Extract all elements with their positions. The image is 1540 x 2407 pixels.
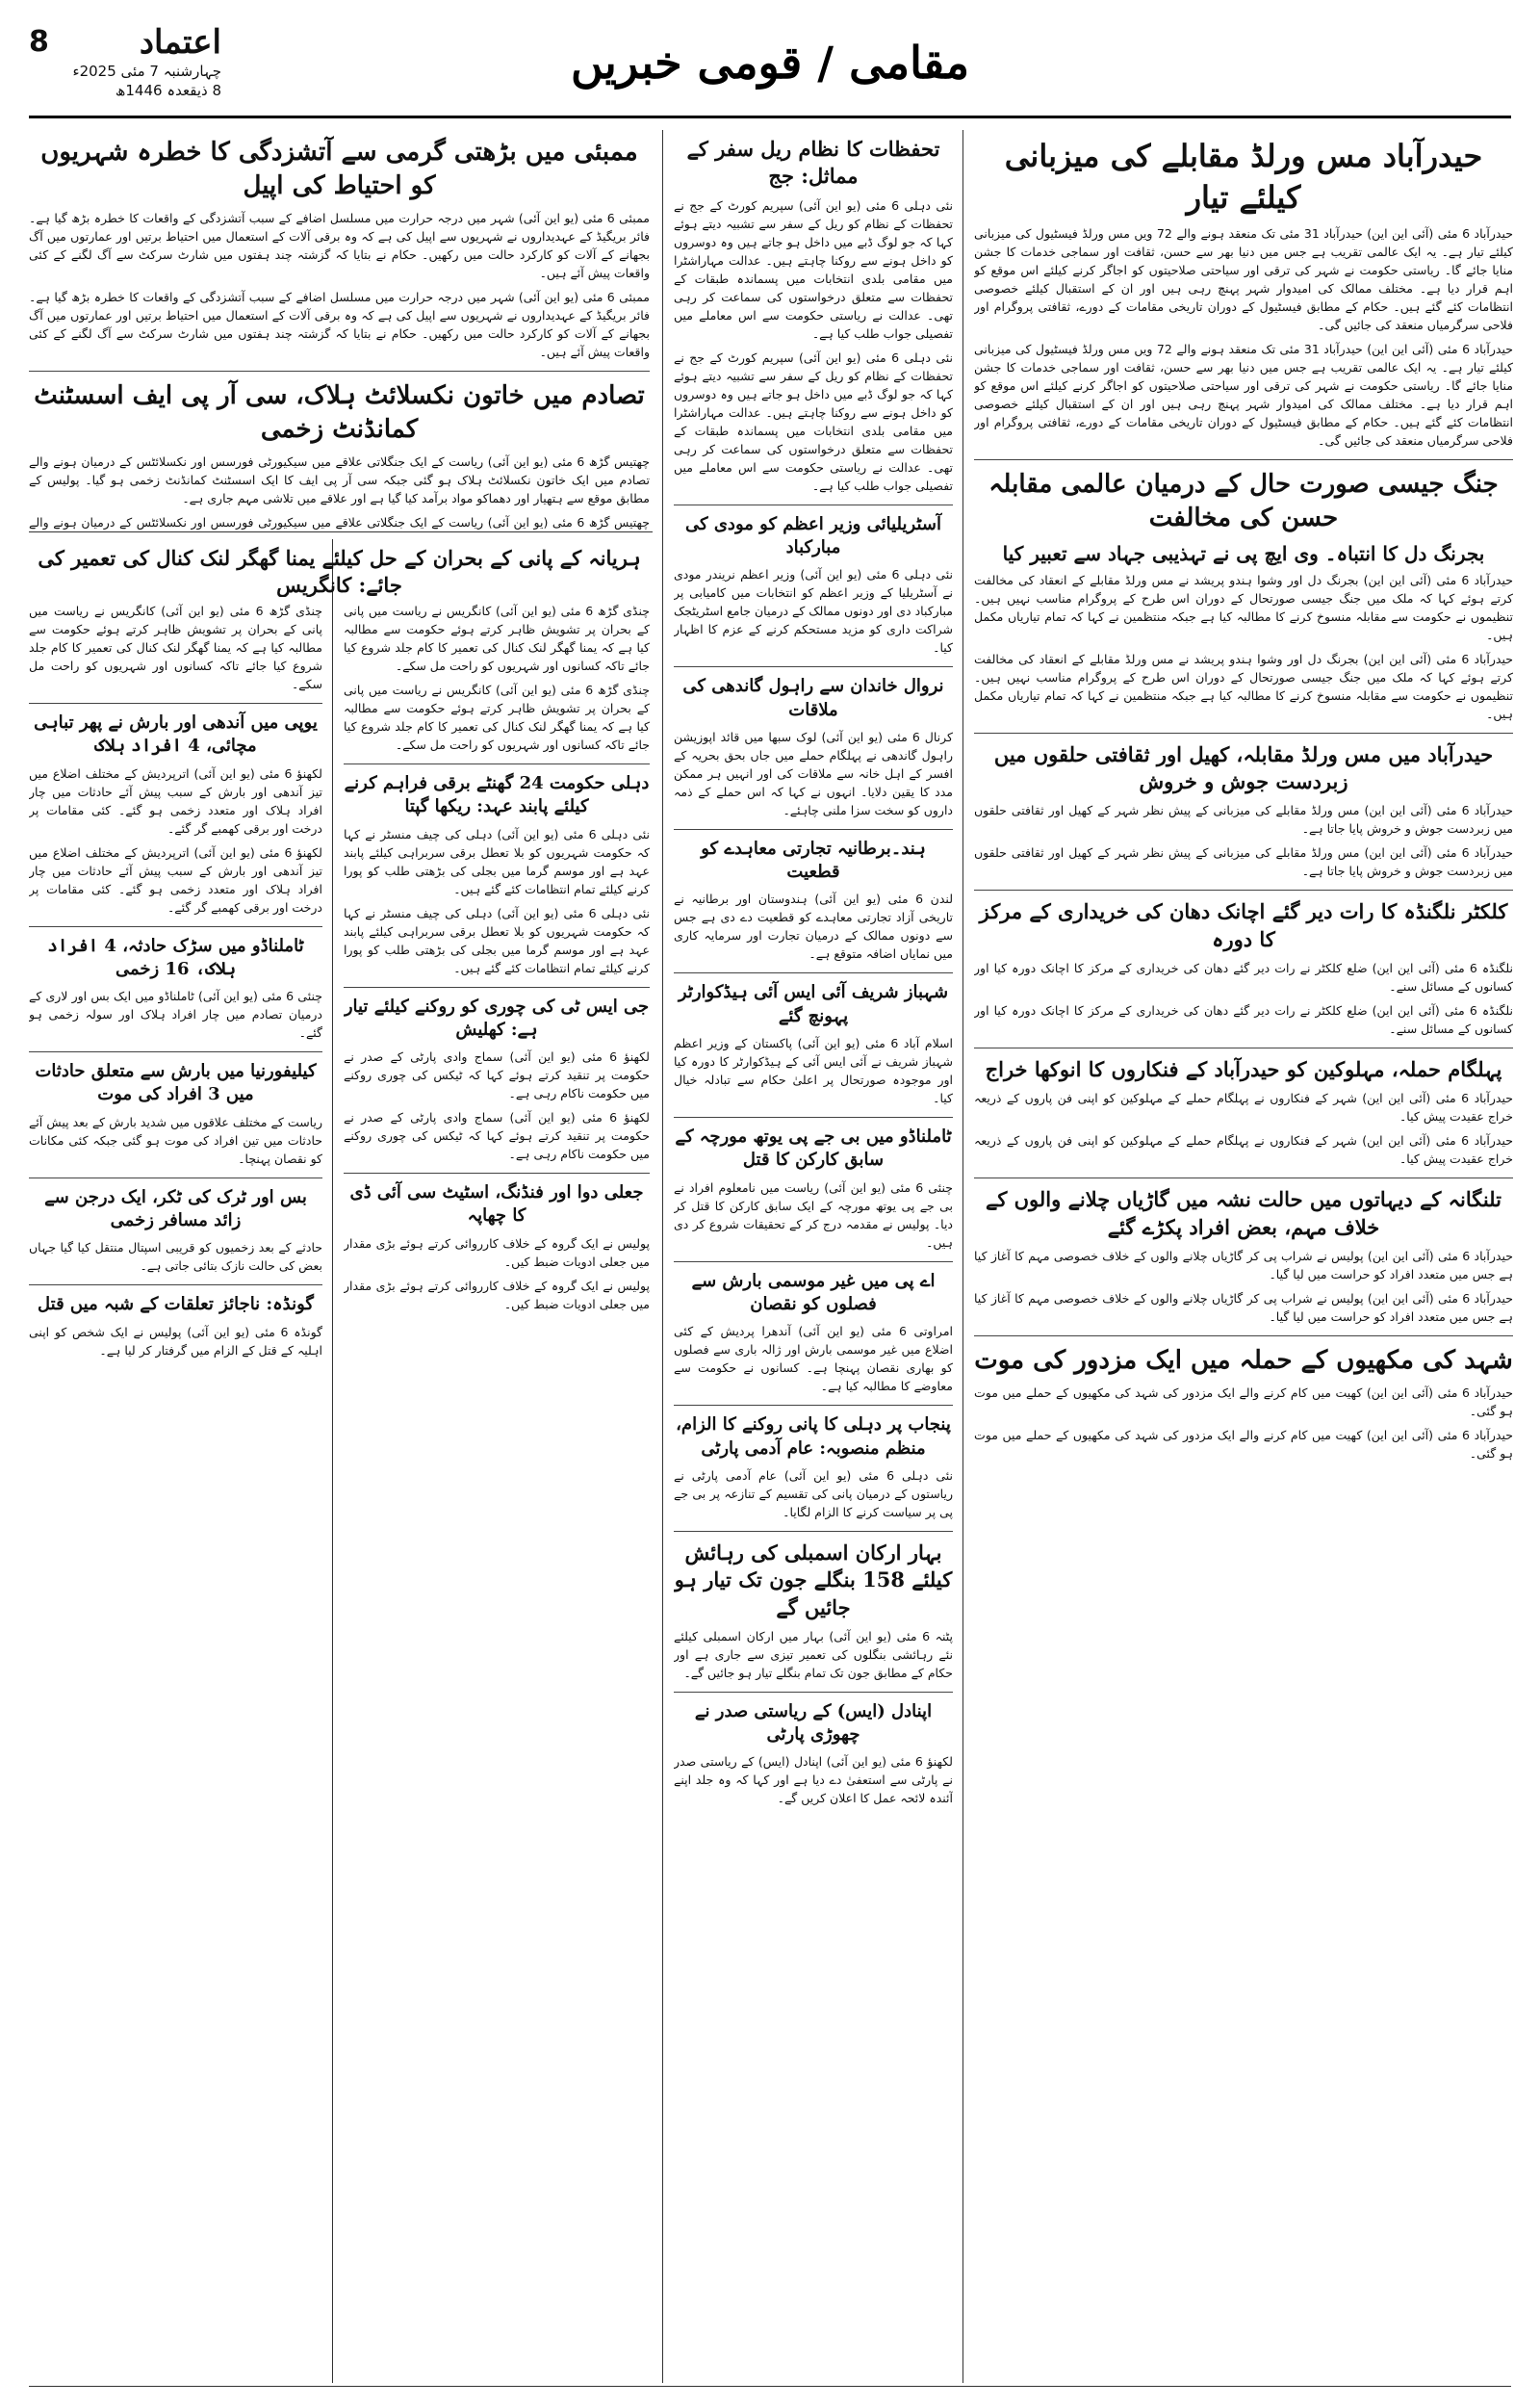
divider xyxy=(974,1335,1513,1336)
article-body: حیدرآباد 6 مئی (آئی این این) کھیت میں کام کرنے والے ایک مزدور کی شہد کی مکھیوں کے حملے میں موت ہو گئی۔ xyxy=(974,1385,1513,1419)
article-headline: اے پی میں غیر موسمی بارش سے فصلوں کو نقصان xyxy=(691,1270,936,1314)
article-body: پولیس نے ایک گروہ کے خلاف کارروائی کرتے ہوئے بڑی مقدار میں جعلی ادویات ضبط کیں۔ xyxy=(344,1235,650,1269)
article-body: لکھنؤ 6 مئی (یو این آئی) اپنادل (ایس) کے ریاستی صدر نے پارٹی سے استعفیٰ دے دیا ہے اور کہا کہ وہ جلد اپنے آئندہ لائحہ عمل کا اعلان کریں گے۔ xyxy=(674,1754,953,1806)
article xyxy=(974,1186,1513,1326)
article-body: حیدرآباد 6 مئی (آئی این این) پولیس نے شراب پی کر گاڑیاں چلانے والوں کے خلاف خصوصی مہم کا آغاز کیا ہے جس میں متعدد افراد کو حراست میں لیا گیا۔ xyxy=(974,1248,1513,1281)
masthead-info xyxy=(29,23,221,100)
article-subheadline: بجرنگ دل کا انتباہ۔ وی ایچ پی نے تہذیبی جہاد سے تعبیر کیا xyxy=(1002,541,1485,565)
article-body: چنڈی گڑھ 6 مئی (یو این آئی) کانگریس نے ریاست میں پانی کے بحران پر تشویش ظاہر کرتے ہوئے حکومت سے مطالبہ کیا ہے کہ یمنا گھگر لنک کنال کی تعمیر کا کام جلد شروع کیا جائے تاکہ کسانوں اور شہریوں کو راحت مل سکے۔ xyxy=(344,683,650,752)
article-headline: دہلی حکومت 24 گھنٹے برقی فراہم کرنے کیلئے پابند عہد: ریکھا گپتا xyxy=(344,773,650,817)
article xyxy=(674,1270,953,1396)
article xyxy=(29,712,322,917)
column-rule xyxy=(332,539,333,2383)
article xyxy=(29,379,650,530)
article-headline: آسٹریلیائی وزیر اعظم کو مودی کی مبارکباد xyxy=(685,513,941,557)
masthead xyxy=(29,19,1511,118)
article-body: گونڈہ 6 مئی (یو این آئی) پولیس نے ایک شخص کو اپنی اہلیہ کے قتل کے الزام میں گرفتار کر لیا ہے۔ xyxy=(29,1324,322,1358)
divider xyxy=(674,1531,953,1532)
article-body: نلگنڈہ 6 مئی (آئی این این) ضلع کلکٹر نے رات دیر گئے دھان کی خریداری کے مرکز کا اچانک دورہ کیا اور کسانوں کے مسائل سنے۔ xyxy=(974,1002,1513,1036)
article xyxy=(674,981,953,1107)
date-line: چہارشنبہ 7 مئی 2025ء xyxy=(72,63,221,80)
divider xyxy=(974,733,1513,734)
column-left-top xyxy=(29,130,650,530)
article-body: حیدرآباد 6 مئی (آئی این این) شہر کے فنکاروں نے پہلگام حملے کے مہلوکین کو اپنی فن پاروں کے ذریعہ خراج عقیدت پیش کیا۔ xyxy=(974,1091,1513,1125)
hijri-date-line: 8 ذیقعدہ 1446ھ xyxy=(115,82,221,99)
article-body: حادثے کے بعد زخمیوں کو قریبی اسپتال منتقل کیا گیا جہاں بعض کی حالت نازک بتائی جاتی ہے۔ xyxy=(29,1240,322,1274)
article-headline: ٹاملناڈو میں سڑک حادثہ، 4 افراد ہلاک، 16 زخمی xyxy=(47,935,304,979)
article-body: لکھنؤ 6 مئی (یو این آئی) سماج وادی پارٹی کے صدر نے حکومت پر تنقید کرتے ہوئے کہا کہ ٹیکس کی چوری روکنے میں حکومت ناکام رہی ہے۔ xyxy=(344,1110,650,1162)
article xyxy=(674,1540,953,1682)
article-body: چنئی 6 مئی (یو این آئی) ریاست میں نامعلوم افراد نے بی جے پی یوتھ مورچہ کے ایک سابق کارکن کا قتل کر دیا۔ پولیس نے مقدمہ درج کر کے تحقیقات شروع کر دی ہیں۔ xyxy=(674,1179,953,1250)
divider xyxy=(674,972,953,973)
article-headline: ٹاملناڈو میں بی جے پی یوتھ مورچہ کے سابق کارکن کا قتل xyxy=(675,1126,952,1171)
column-middle xyxy=(674,130,953,2383)
article xyxy=(29,1186,322,1276)
article-headline: تصادم میں خاتون نکسلائٹ ہلاک، سی آر پی ایف اسسٹنٹ کمانڈنٹ زخمی xyxy=(34,381,645,445)
article-body: نلگنڈہ 6 مئی (آئی این این) ضلع کلکٹر نے رات دیر گئے دھان کی خریداری کے مرکز کا اچانک دورہ کیا اور کسانوں کے مسائل سنے۔ xyxy=(974,960,1513,994)
divider xyxy=(674,829,953,830)
article-body: نئی دہلی 6 مئی (یو این آئی) دہلی کی چیف منسٹر نے کہا کہ حکومت شہریوں کو بلا تعطل برقی سربراہی کیلئے پابند عہد ہے اور موسم گرما میں بجلی کی بڑھتی طلب کو پورا کرنے کیلئے تمام انتظامات کئے گئے ہیں۔ xyxy=(344,905,650,975)
article-body: نئی دہلی 6 مئی (یو این آئی) عام آدمی پارٹی نے ریاستوں کے درمیان پانی کی تقسیم کے تنازعہ پر بی جے پی پر سیاست کرنے کا الزام لگایا۔ xyxy=(674,1467,953,1519)
article-headline: ممبئی میں بڑھتی گرمی سے آتشزدگی کا خطرہ شہریوں کو احتیاط کی اپیل xyxy=(40,138,638,201)
article-headline: شہد کی مکھیوں کے حملہ میں ایک مزدور کی موت xyxy=(974,1345,1513,1375)
article xyxy=(29,1060,322,1168)
divider xyxy=(29,371,650,372)
section-title: مقامی / قومی خبریں xyxy=(571,37,969,89)
divider xyxy=(344,1173,650,1174)
article-headline: گونڈہ: ناجائز تعلقات کے شبہ میں قتل xyxy=(38,1294,314,1315)
divider xyxy=(344,987,650,988)
article-headline: یوپی میں آندھی اور بارش نے پھر تباہی مچائی، 4 افراد ہلاک xyxy=(34,712,318,757)
article-body: نئی دہلی 6 مئی (یو این آئی) دہلی کی چیف منسٹر نے کہا کہ حکومت شہریوں کو بلا تعطل برقی سربراہی کیلئے پابند عہد ہے اور موسم گرما میں بجلی کی بڑھتی طلب کو پورا کرنے کیلئے تمام انتظامات کئے گئے ہیں۔ xyxy=(344,826,650,896)
article-body: اسلام آباد 6 مئی (یو این آئی) پاکستان کے وزیر اعظم شہباز شریف نے آئی ایس آئی کے ہیڈکوارٹر کا دورہ کیا اور موجودہ صورتحال پر اعلیٰ حکام سے تبادلہ خیال کیا۔ xyxy=(674,1036,953,1106)
article xyxy=(29,602,322,693)
newspaper-brand: اعتماد xyxy=(139,23,221,62)
divider xyxy=(29,926,322,927)
divider xyxy=(674,1692,953,1693)
article xyxy=(674,1413,953,1521)
article-body: حیدرآباد 6 مئی (آئی این این) حیدرآباد 31 مئی تک منعقد ہونے والے 72 ویں مس ورلڈ فیسٹیول کی میزبانی کیلئے تیار ہے۔ یہ ایک عالمی تقریب ہے جس میں دنیا بھر سے حسن، ثقافت اور سماجی خدمات کا جشن منایا جائے گا۔ ریاستی حکومت نے شہر کی ترقی اور سیاحتی صلاحیتوں کو اجاگر کرنے کیلئے اس موقع کو اہم قرار دیا ہے۔ مختلف ممالک کی امیدوار شہر پہنچ رہی ہیں اور ان کے استقبال کیلئے خصوصی انتظامات کئے گئے ہیں۔ حکام کے مطابق فیسٹیول کے دوران تاریخی مقامات کے دورے، ثقافتی پروگرام اور فلاحی سرگرمیاں منعقد کی جائیں گی۔ xyxy=(974,342,1513,449)
article-body: چنڈی گڑھ 6 مئی (یو این آئی) کانگریس نے ریاست میں پانی کے بحران پر تشویش ظاہر کرتے ہوئے حکومت سے مطالبہ کیا ہے کہ یمنا گھگر لنک کنال کی تعمیر کا کام جلد شروع کیا جائے تاکہ کسانوں اور شہریوں کو راحت مل سکے۔ xyxy=(29,604,322,691)
article xyxy=(29,935,322,1043)
article-body: پٹنہ 6 مئی (یو این آئی) بہار میں ارکان اسمبلی کیلئے نئے رہائشی بنگلوں کی تعمیر تیزی سے جاری ہے اور حکام کے مطابق جون تک تمام بنگلے تیار ہو جائیں گے۔ xyxy=(674,1628,953,1680)
article-body: نئی دہلی 6 مئی (یو این آئی) وزیر اعظم نریندر مودی نے آسٹریلیا کے وزیر اعظم کو انتخابات میں کامیابی پر مبارکباد دی اور دونوں ممالک کے درمیان جامع اسٹریٹجک شراکت داری کو مزید مستحکم کرنے کے عزم کا اظہار کیا۔ xyxy=(674,567,953,656)
article-headline: تلنگانہ کے دیہاتوں میں حالت نشہ میں گاڑیاں چلانے والوں کے خلاف مہم، بعض افراد پکڑے گئے xyxy=(986,1187,1502,1239)
article xyxy=(29,136,650,361)
bottom-rule xyxy=(29,2386,1511,2387)
article xyxy=(974,1344,1513,1462)
article xyxy=(674,1700,953,1808)
divider xyxy=(974,890,1513,891)
article-headline: جنگ جیسی صورت حال کے درمیان عالمی مقابلہ حسن کی مخالفت xyxy=(988,470,1499,533)
article-headline: شہباز شریف آئی ایس آئی ہیڈکوارٹر پہونچ گئے xyxy=(678,982,949,1026)
article xyxy=(974,136,1513,450)
column-left-inner xyxy=(344,602,650,2383)
article-body: نئی دہلی 6 مئی (یو این آئی) سپریم کورٹ کے جج نے تحفظات کے نظام کو ریل کے سفر سے تشبیہ دیتے ہوئے کہا کہ جو لوگ ڈبے میں داخل ہو جاتے ہیں وہ دوسروں کو داخل ہونے سے روکنا چاہتے ہیں۔ عدالت مہاراشٹرا میں مقامی بلدی انتخابات میں پسماندہ طبقات کے تحفظات سے متعلق درخواستوں کی سماعت کر رہی تھی۔ عدالت نے ریاستی حکومت سے اس معاملے میں تفصیلی جواب طلب کیا ہے۔ xyxy=(674,349,953,493)
article-body: ممبئی 6 مئی (یو این آئی) شہر میں درجہ حرارت میں مسلسل اضافے کے سبب آتشزدگی کے واقعات کا خطرہ بڑھ گیا ہے۔ فائر بریگیڈ کے عہدیداروں نے شہریوں سے اپیل کی ہے کہ وہ برقی آلات کے استعمال میں احتیاط برتیں اور عمارتوں میں آگ بجھانے کے آلات کو کارکرد حالت میں رکھیں۔ حکام نے بتایا کہ گزشتہ چند ہفتوں میں شارٹ سرکٹ سے آگ لگنے کے کئی واقعات پیش آئے ہیں۔ xyxy=(29,211,650,281)
article-body: چھتیس گڑھ 6 مئی (یو این آئی) ریاست کے ایک جنگلاتی علاقے میں سیکیورٹی فورسس اور نکسلائٹس کے درمیان ہونے والے تصادم میں ایک خاتون نکسلائٹ ہلاک ہو گئی جبکہ سی آر پی ایف کا ایک اسسٹنٹ کمانڈنٹ زخمی ہو گیا۔ پولیس کے مطابق موقع سے ہتھیار اور دھماکو مواد برآمد کیا گیا ہے اور علاقے میں تلاشی مہم جاری ہے۔ xyxy=(29,454,650,506)
article xyxy=(344,996,650,1164)
divider xyxy=(674,1261,953,1262)
article-body: حیدرآباد 6 مئی (آئی این این) حیدرآباد 31 مئی تک منعقد ہونے والے 72 ویں مس ورلڈ فیسٹیول کی میزبانی کیلئے تیار ہے۔ یہ ایک عالمی تقریب ہے جس میں دنیا بھر سے حسن، ثقافت اور سماجی خدمات کا جشن منایا جائے گا۔ ریاستی حکومت نے شہر کی ترقی اور سیاحتی صلاحیتوں کو اجاگر کرنے کیلئے اس موقع کو اہم قرار دیا ہے۔ مختلف ممالک کی امیدوار شہر پہنچ رہی ہیں اور ان کے استقبال کیلئے خصوصی انتظامات کئے گئے ہیں۔ حکام کے مطابق فیسٹیول کے دوران تاریخی مقامات کے دورے، ثقافتی پروگرام اور فلاحی سرگرمیاں منعقد کی جائیں گی۔ xyxy=(974,226,1513,333)
article-body: حیدرآباد 6 مئی (آئی این این) کھیت میں کام کرنے والے ایک مزدور کی شہد کی مکھیوں کے حملے میں موت ہو گئی۔ xyxy=(974,1428,1513,1462)
article-body: حیدرآباد 6 مئی (آئی این این) شہر کے فنکاروں نے پہلگام حملے کے مہلوکین کو اپنی فن پاروں کے ذریعہ خراج عقیدت پیش کیا۔ xyxy=(974,1133,1513,1167)
divider xyxy=(674,666,953,667)
divider xyxy=(974,459,1513,460)
article-headline: پہلگام حملہ، مہلوکین کو حیدرآباد کے فنکاروں کا انوکھا خراج xyxy=(985,1056,1502,1081)
article-body: چنئی 6 مئی (یو این آئی) ٹاملناڈو میں ایک بس اور لاری کے درمیان تصادم میں چار افراد ہلاک اور سولہ زخمی ہو گئے۔ xyxy=(29,989,322,1041)
article-body: چنڈی گڑھ 6 مئی (یو این آئی) کانگریس نے ریاست میں پانی کے بحران پر تشویش ظاہر کرتے ہوئے حکومت سے مطالبہ کیا ہے کہ یمنا گھگر لنک کنال کی تعمیر کا کام جلد شروع کیا جائے تاکہ کسانوں اور شہریوں کو راحت مل سکے۔ xyxy=(344,604,650,673)
article-body: کرنال 6 مئی (یو این آئی) لوک سبھا میں قائد اپوزیشن راہول گاندھی نے پہلگام حملے میں جاں بحق بحریہ کے افسر کے اہل خانہ سے ملاقات کی اور انہیں ہر ممکن مدد کا یقین دلایا۔ انہوں نے کہا کہ اس حملے کے ذمہ داروں کو سخت سزا ملنی چاہئے۔ xyxy=(674,729,953,817)
article-headline: نروال خاندان سے راہول گاندھی کی ملاقات xyxy=(682,676,944,720)
divider xyxy=(29,1051,322,1052)
article xyxy=(674,513,953,658)
article-headline: حیدرآباد مس ورلڈ مقابلے کی میزبانی کیلئے تیار xyxy=(1004,138,1483,217)
article-headline: ہند۔برطانیہ تجارتی معاہدے کو قطعیت xyxy=(701,838,926,883)
article-headline: حیدرآباد میں مس ورلڈ مقابلہ، کھیل اور ثقافتی حلقوں میں زبردست جوش و خروش xyxy=(993,741,1494,793)
article-body: پولیس نے ایک گروہ کے خلاف کارروائی کرتے ہوئے بڑی مقدار میں جعلی ادویات ضبط کیں۔ xyxy=(344,1278,650,1311)
article-body: چھتیس گڑھ 6 مئی (یو این آئی) ریاست کے ایک جنگلاتی علاقے میں سیکیورٹی فورسس اور نکسلائٹس کے درمیان ہونے والے xyxy=(29,515,650,530)
column-rule xyxy=(962,130,963,2383)
divider xyxy=(674,1117,953,1118)
article-body: حیدرآباد 6 مئی (آئی این این) بجرنگ دل اور وشوا ہندو پریشد نے مس ورلڈ مقابلے کے انعقاد کی مخالفت کرتے ہوئے کہا کہ ملک میں جنگ جیسی صورتحال کے دوران اس طرح کے پروگرام مناسب نہیں ہیں۔ تنظیموں نے حکومت سے مقابلہ منسوخ کرنے کا مطالبہ کیا ہے جبکہ منتظمین نے کہا کہ تمام تیاریاں مکمل ہیں۔ xyxy=(974,572,1513,642)
article xyxy=(674,1126,953,1252)
article-headline: کلکٹر نلگنڈہ کا رات دیر گئے اچانک دھان کی خریداری کے مرکز کا دورہ xyxy=(979,899,1508,951)
divider xyxy=(29,531,653,532)
article xyxy=(974,468,1513,722)
article-headline: بہار ارکان اسمبلی کی رہائش کیلئے 158 بنگلے جون تک تیار ہو جائیں گے xyxy=(674,1540,953,1619)
article-headline: جعلی دوا اور فنڈنگ، اسٹیٹ سی آئی ڈی کا چھاپہ xyxy=(349,1182,644,1227)
article-body: ریاست کے مختلف علاقوں میں شدید بارش کے بعد پیش آئے حادثات میں تین افراد کی موت ہو گئی جبکہ کئی مکانات کو نقصان پہنچا۔ xyxy=(29,1114,322,1166)
article-body: امراوتی 6 مئی (یو این آئی) آندھرا پردیش کے کئی اضلاع میں غیر موسمی بارش اور ژالہ باری سے فصلوں کو بھاری نقصان پہنچا ہے۔ کسانوں نے حکومت سے معاوضے کا مطالبہ کیا ہے۔ xyxy=(674,1324,953,1394)
article-body: حیدرآباد 6 مئی (آئی این این) بجرنگ دل اور وشوا ہندو پریشد نے مس ورلڈ مقابلے کے انعقاد کی مخالفت کرتے ہوئے کہا کہ ملک میں جنگ جیسی صورتحال کے دوران اس طرح کے پروگرام مناسب نہیں ہیں۔ تنظیموں نے حکومت سے مقابلہ منسوخ کرنے کا مطالبہ کیا ہے جبکہ منتظمین نے کہا کہ تمام تیاریاں مکمل ہیں۔ xyxy=(974,651,1513,721)
article-headline: پنجاب پر دہلی کا پانی روکنے کا الزام، منظم منصوبہ: عام آدمی پارٹی xyxy=(676,1414,951,1459)
article-body: نئی دہلی 6 مئی (یو این آئی) سپریم کورٹ کے جج نے تحفظات کے نظام کو ریل کے سفر سے تشبیہ دیتے ہوئے کہا کہ جو لوگ ڈبے میں داخل ہو جاتے ہیں وہ دوسروں کو داخل ہونے سے روکنا چاہتے ہیں۔ عدالت مہاراشٹرا میں مقامی بلدی انتخابات میں پسماندہ طبقات کے تحفظات سے متعلق درخواستوں کی سماعت کر رہی تھی۔ عدالت نے ریاستی حکومت سے اس معاملے میں تفصیلی جواب طلب کیا ہے۔ xyxy=(674,197,953,341)
divider xyxy=(674,1405,953,1406)
column-left-banner xyxy=(29,539,650,597)
article-headline: جی ایس ٹی کی چوری کو روکنے کیلئے تیار ہے: کھلیش xyxy=(344,996,650,1040)
article-body: حیدرآباد 6 مئی (آئی این این) پولیس نے شراب پی کر گاڑیاں چلانے والوں کے خلاف خصوصی مہم کا آغاز کیا ہے جس میں متعدد افراد کو حراست میں لیا گیا۔ xyxy=(974,1290,1513,1324)
article-body: حیدرآباد 6 مئی (آئی این این) مس ورلڈ مقابلے کی میزبانی کے پیش نظر شہر کے کھیل اور ثقافتی حلقوں میں زبردست جوش و خروش پایا جاتا ہے۔ xyxy=(974,803,1513,837)
article-body: حیدرآباد 6 مئی (آئی این این) مس ورلڈ مقابلے کی میزبانی کے پیش نظر شہر کے کھیل اور ثقافتی حلقوں میں زبردست جوش و خروش پایا جاتا ہے۔ xyxy=(974,845,1513,879)
column-rule xyxy=(662,130,663,2383)
page-number: 8 xyxy=(29,25,49,59)
article xyxy=(674,136,953,495)
article-headline: کیلیفورنیا میں بارش سے متعلق حادثات میں 3 افراد کی موت xyxy=(35,1061,317,1105)
article xyxy=(344,1181,650,1313)
article xyxy=(29,1293,322,1359)
article xyxy=(344,602,650,754)
article-body: لندن 6 مئی (یو این آئی) ہندوستان اور برطانیہ نے تاریخی آزاد تجارتی معاہدے کو قطعیت دے دی ہے جس سے دونوں ممالک کے درمیان تجارت اور سرمایہ کاری میں نمایاں اضافہ متوقع ہے۔ xyxy=(674,892,953,962)
article xyxy=(974,898,1513,1038)
article xyxy=(974,1056,1513,1168)
article-body: ممبئی 6 مئی (یو این آئی) شہر میں درجہ حرارت میں مسلسل اضافے کے سبب آتشزدگی کے واقعات کا خطرہ بڑھ گیا ہے۔ فائر بریگیڈ کے عہدیداروں نے شہریوں سے اپیل کی ہے کہ وہ برقی آلات کے استعمال میں احتیاط برتیں اور عمارتوں میں آگ بجھانے کے آلات کو کارکرد حالت میں رکھیں۔ حکام نے بتایا کہ گزشتہ چند ہفتوں میں شارٹ سرکٹ سے آگ لگنے کے کئی واقعات پیش آئے ہیں۔ xyxy=(29,290,650,360)
article-body: لکھنؤ 6 مئی (یو این آئی) اترپردیش کے مختلف اضلاع میں تیز آندھی اور بارش کے سبب پیش آئے حادثات میں چار افراد ہلاک اور متعدد زخمی ہو گئے۔ کئی مقامات پر درخت اور برقی کھمبے گر گئے۔ xyxy=(29,844,322,915)
article-headline: ہریانہ کے پانی کے بحران کے حل کیلئے یمنا گھگر لنک کنال کی تعمیر کی جائے: کانگریس xyxy=(38,546,641,597)
column-right xyxy=(974,130,1513,2383)
article-headline: بس اور ٹرک کی ٹکر، ایک درجن سے زائد مسافر زخمی xyxy=(44,1186,307,1231)
article-headline: اپنادل (ایس) کے ریاستی صدر نے چھوڑی پارٹی xyxy=(694,1700,933,1746)
article-body: لکھنؤ 6 مئی (یو این آئی) اترپردیش کے مختلف اضلاع میں تیز آندھی اور بارش کے سبب پیش آئے حادثات میں چار افراد ہلاک اور متعدد زخمی ہو گئے۔ کئی مقامات پر درخت اور برقی کھمبے گر گئے۔ xyxy=(29,765,322,836)
article xyxy=(674,675,953,819)
divider xyxy=(29,703,322,704)
article-body: لکھنؤ 6 مئی (یو این آئی) سماج وادی پارٹی کے صدر نے حکومت پر تنقید کرتے ہوئے کہا کہ ٹیکس کی چوری روکنے میں حکومت ناکام رہی ہے۔ xyxy=(344,1049,650,1101)
article xyxy=(674,838,953,964)
divider xyxy=(29,1284,322,1285)
column-left-outer xyxy=(29,602,322,2383)
article xyxy=(974,741,1513,881)
article xyxy=(344,772,650,977)
article-headline: تحفظات کا نظام ریل سفر کے مماثل: جج xyxy=(686,137,940,189)
